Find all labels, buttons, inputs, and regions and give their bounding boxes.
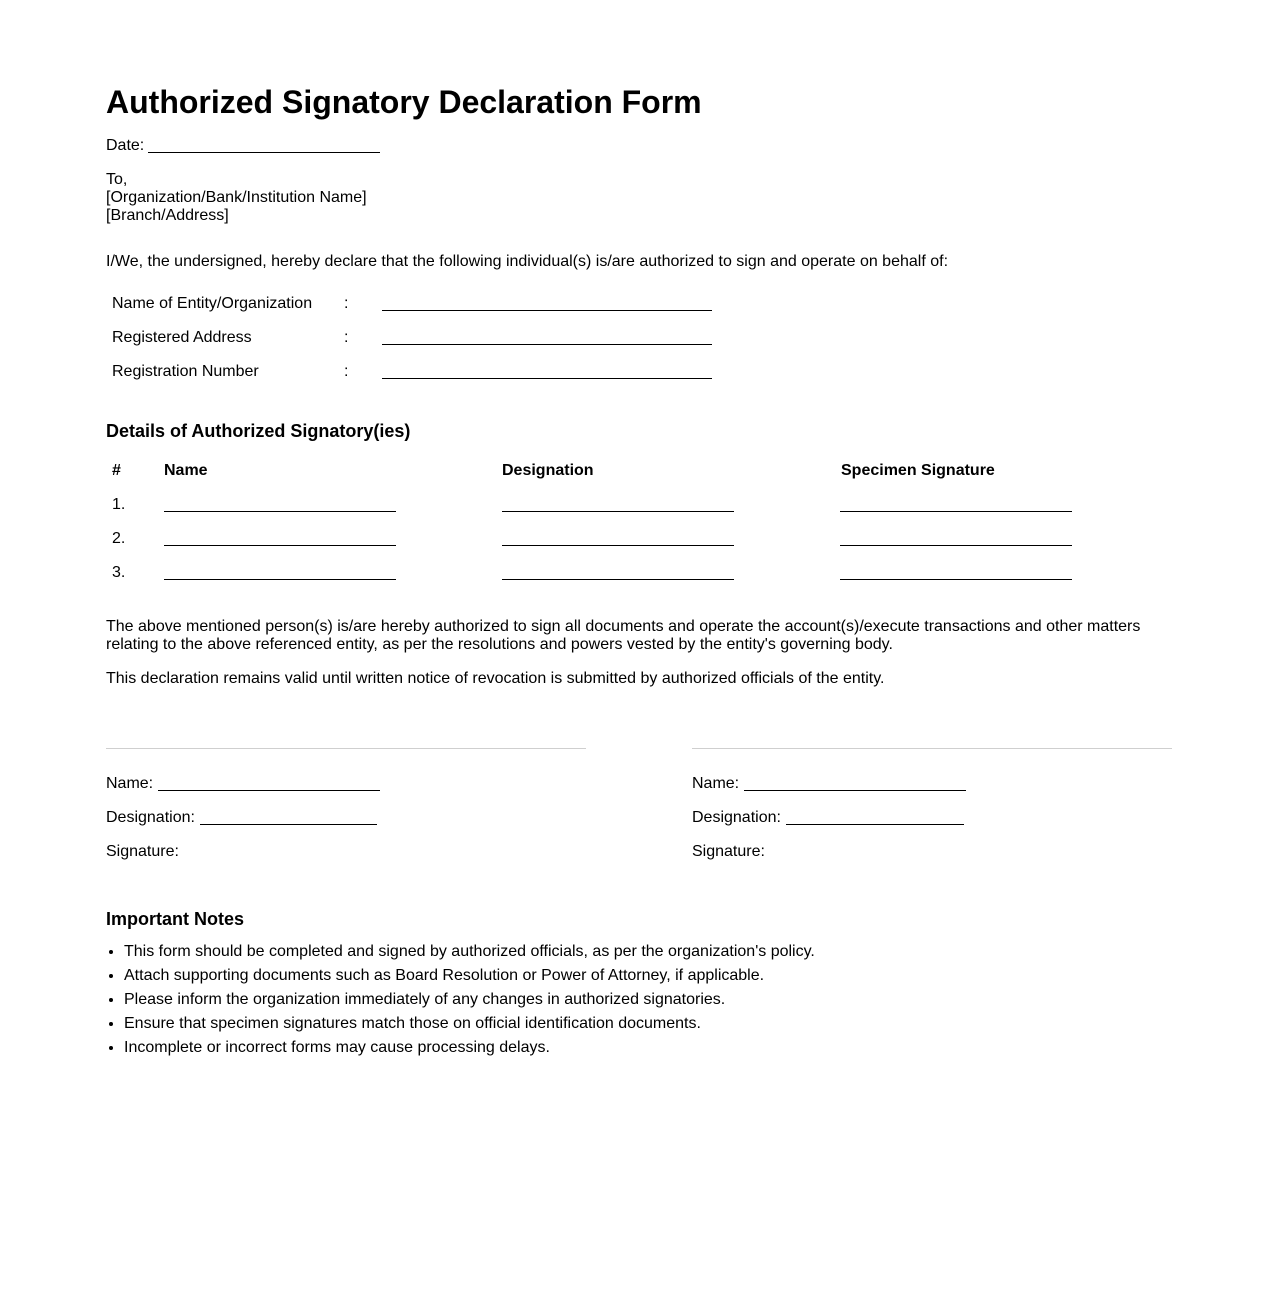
- signature-divider: [692, 748, 1172, 749]
- col-signature-header: Specimen Signature: [841, 462, 995, 479]
- authorization-text: The above mentioned person(s) is/are hereby authorized to sign all documents and operate the account(s)/execute transactions and other matters relating to the above referenced entity, as per the resolutions and powers vested by the entity's governing body.: [106, 618, 1141, 653]
- row2-name-field[interactable]: [164, 545, 396, 546]
- row3-designation-field[interactable]: [502, 579, 734, 580]
- signer2-signature-label: Signature:: [692, 843, 765, 860]
- col-designation-header: Designation: [502, 462, 594, 479]
- registration-number-label: Registration Number: [112, 363, 259, 380]
- signer1-designation-label: Designation:: [106, 809, 195, 826]
- signer2-name-label: Name:: [692, 775, 740, 792]
- notes-list: [106, 940, 815, 1060]
- row-number: 1.: [112, 496, 126, 513]
- row2-designation-field[interactable]: [502, 545, 734, 546]
- registered-address-field[interactable]: [382, 344, 712, 345]
- signer1-name-label: Name:: [106, 775, 154, 792]
- row-number: 3.: [112, 564, 126, 581]
- signatories-heading: Details of Authorized Signatory(ies): [106, 421, 411, 441]
- signer2-name-field[interactable]: [744, 790, 966, 791]
- col-name-header: Name: [164, 462, 208, 479]
- col-number-header: #: [112, 462, 121, 479]
- signer1-designation-field[interactable]: [200, 824, 377, 825]
- signer1-name-field[interactable]: [158, 790, 380, 791]
- list-item: • Ensure that specimen signatures match those on official identification documents.: [124, 1012, 815, 1036]
- registered-address-label: Registered Address: [112, 329, 252, 346]
- list-item: • Please inform the organization immediately of any changes in authorized signatories.: [124, 988, 815, 1012]
- date-field[interactable]: [148, 152, 380, 153]
- entity-name-field[interactable]: [382, 310, 712, 311]
- row3-name-field[interactable]: [164, 579, 396, 580]
- registered-address-sep: :: [344, 329, 349, 346]
- row2-signature-field[interactable]: [840, 545, 1072, 546]
- validity-text: This declaration remains valid until written notice of revocation is submitted by authorized officials of the entity.: [106, 670, 885, 687]
- signer2-designation-field[interactable]: [786, 824, 964, 825]
- recipient-address: [Branch/Address]: [106, 207, 229, 224]
- signature-divider: [106, 748, 586, 749]
- entity-name-label: Name of Entity/Organization: [112, 295, 313, 312]
- list-item: • This form should be completed and signed by authorized officials, as per the organization's policy.: [124, 940, 815, 964]
- row1-designation-field[interactable]: [502, 511, 734, 512]
- recipient-to: To,: [106, 171, 128, 188]
- recipient-org: [Organization/Bank/Institution Name]: [106, 189, 367, 206]
- list-item: • Attach supporting documents such as Board Resolution or Power of Attorney, if applicable.: [124, 964, 815, 988]
- registration-number-field[interactable]: [382, 378, 712, 379]
- date-label: Date:: [106, 137, 145, 154]
- row-number: 2.: [112, 530, 126, 547]
- row3-signature-field[interactable]: [840, 579, 1072, 580]
- date-row: [106, 137, 144, 155]
- entity-name-sep: :: [344, 295, 349, 312]
- row1-signature-field[interactable]: [840, 511, 1072, 512]
- intro-text: I/We, the undersigned, hereby declare that the following individual(s) is/are authorized to sign and operate on behalf of:: [106, 253, 949, 270]
- signer2-designation-label: Designation:: [692, 809, 781, 826]
- row1-name-field[interactable]: [164, 511, 396, 512]
- signer1-signature-label: Signature:: [106, 843, 179, 860]
- registration-number-sep: :: [344, 363, 349, 380]
- list-item: • Incomplete or incorrect forms may cause processing delays.: [124, 1036, 815, 1060]
- page-title: Authorized Signatory Declaration Form: [106, 84, 702, 120]
- notes-heading: Important Notes: [106, 909, 245, 929]
